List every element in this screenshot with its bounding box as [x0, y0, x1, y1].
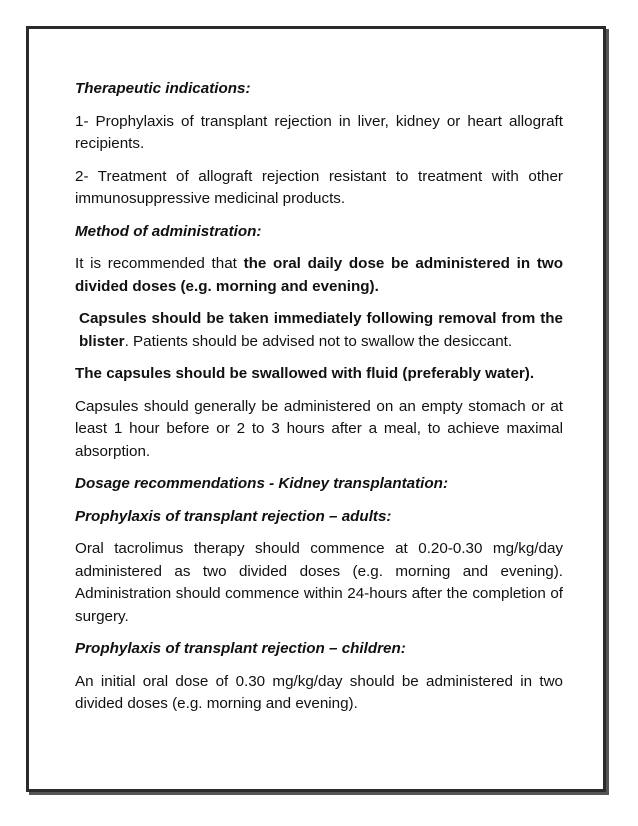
method-p1-text: It is recommended that: [75, 255, 244, 272]
document-content: [75, 78, 563, 726]
method-paragraph-1: [75, 253, 563, 298]
method-p2-text: . Patients should be advised not to swallow the desiccant.: [124, 332, 513, 350]
indication-1: 1- Prophylaxis of transplant rejection in liver, kidney or heart allograft recipients.: [75, 112, 563, 152]
heading-method-of-administration: Method of administration:: [75, 222, 262, 240]
heading-prophylaxis-children: Prophylaxis of transplant rejection – children:: [75, 640, 406, 657]
heading-dosage-recommendations: Dosage recommendations - Kidney transplantation:: [75, 475, 448, 492]
method-p1-bold: the oral daily dose be administered in two divided doses (e.g. morning and evening).: [75, 255, 563, 295]
method-paragraph-3: The capsules should be swallowed with fluid (preferably water).: [75, 365, 535, 382]
heading-therapeutic-indications: Therapeutic indications:: [75, 80, 251, 97]
method-p2-bold: Capsules should be taken immediately following removal from the blister: [79, 310, 563, 350]
indication-2: 2- Treatment of allograft rejection resistant to treatment with other immunosuppressive medicinal products.: [75, 167, 563, 207]
method-paragraph-4: Capsules should generally be administered on an empty stomach or at least 1 hour before or 2 to 3 hours after a meal, to achieve maximal absorption.: [75, 397, 563, 460]
heading-prophylaxis-adults: Prophylaxis of transplant rejection – adults:: [75, 507, 392, 525]
method-paragraph-2: [75, 308, 563, 353]
children-paragraph: An initial oral dose of 0.30 mg/kg/day should be administered in two divided doses (e.g. morning and evening).: [75, 672, 563, 712]
adults-paragraph: Oral tacrolimus therapy should commence at 0.20-0.30 mg/kg/day administered as two divided doses (e.g. morning and evening). Administration should commence within 24-hours after the completion of surgery.: [75, 540, 563, 625]
